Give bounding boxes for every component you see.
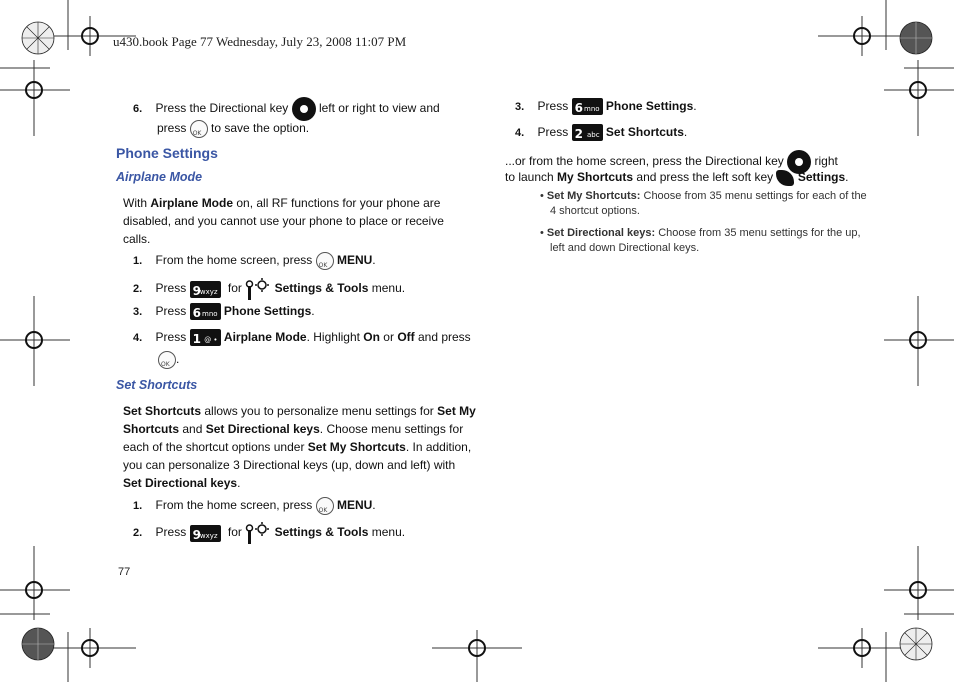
key-6-icon: 6 mno xyxy=(572,98,603,115)
page-number: 77 xyxy=(118,566,131,578)
key-9-icon: 9 wxyz xyxy=(190,525,221,542)
ok-key-icon xyxy=(316,252,334,270)
directional-key-icon xyxy=(292,97,316,121)
airplane-step-1: 1. From the home screen, press OK MENU. xyxy=(133,251,376,270)
alternate-line-2: to launch My Shortcuts and press the left soft key Settings. xyxy=(505,170,849,184)
ok-key-icon xyxy=(316,497,334,515)
bullet-set-my-shortcuts: • Set My Shortcuts: Choose from 35 menu settings for each of the 4 shortcut options. xyxy=(540,190,867,217)
airplane-step-3: 3. Press 6 mno Phone Settings. xyxy=(133,304,315,321)
key-9-icon: 9 wxyz xyxy=(190,281,221,298)
alternate-line-1: ...or from the home screen, press the Directional key right xyxy=(505,150,838,174)
set-shortcuts-heading: Set Shortcuts xyxy=(116,378,198,392)
step-6-line1: 6. Press the Directional key left or right to view and xyxy=(133,97,440,121)
ok-key-icon xyxy=(190,120,208,138)
airplane-mode-heading: Airplane Mode xyxy=(116,170,203,184)
airplane-step-2: 2. Press 9 wxyz for Settings & Tools menu. xyxy=(133,277,405,301)
left-soft-key-icon xyxy=(776,170,794,186)
shortcuts-step-1: 1. From the home screen, press OK MENU. xyxy=(133,496,376,515)
key-2-icon: 2 abc xyxy=(572,124,603,141)
right-step-4: 4. Press 2 abc Set Shortcuts. xyxy=(515,125,688,142)
shortcuts-paragraph: Set Shortcuts allows you to personalize menu settings for Set My Shortcuts and Set Directional keys. Choose menu settings for each of the shortcut options under Set My Shortcuts. In addition, you can personalize 3 Directional keys (up, down and left) with Set Directional keys. xyxy=(123,404,476,490)
shortcuts-step-2: 2. Press 9 wxyz for Settings & Tools menu. xyxy=(133,521,405,545)
airplane-step-4-cont: OK. xyxy=(158,350,179,369)
airplane-paragraph: With Airplane Mode on, all RF functions for your phone are disabled, and you cannot use your phone to place or receive calls. xyxy=(123,196,444,246)
settings-tools-icon xyxy=(245,521,271,545)
settings-tools-icon xyxy=(245,277,271,301)
step-6-line2: press OK to save the option. xyxy=(157,119,309,138)
key-1-icon: 1 @ • xyxy=(190,329,221,346)
airplane-step-4: 4. Press 1 @ • Airplane Mode. Highlight On or Off and press xyxy=(133,330,471,347)
ok-key-icon xyxy=(158,351,176,369)
phone-settings-heading: Phone Settings xyxy=(116,145,218,161)
right-step-3: 3. Press 6 mno Phone Settings. xyxy=(515,99,697,116)
bullet-set-directional-keys: • Set Directional keys: Choose from 35 menu settings for the up, left and down Directional keys. xyxy=(540,227,861,254)
page-header: u430.book Page 77 Wednesday, July 23, 2008 11:07 PM xyxy=(113,34,407,49)
key-6-icon: 6 mno xyxy=(190,303,221,320)
